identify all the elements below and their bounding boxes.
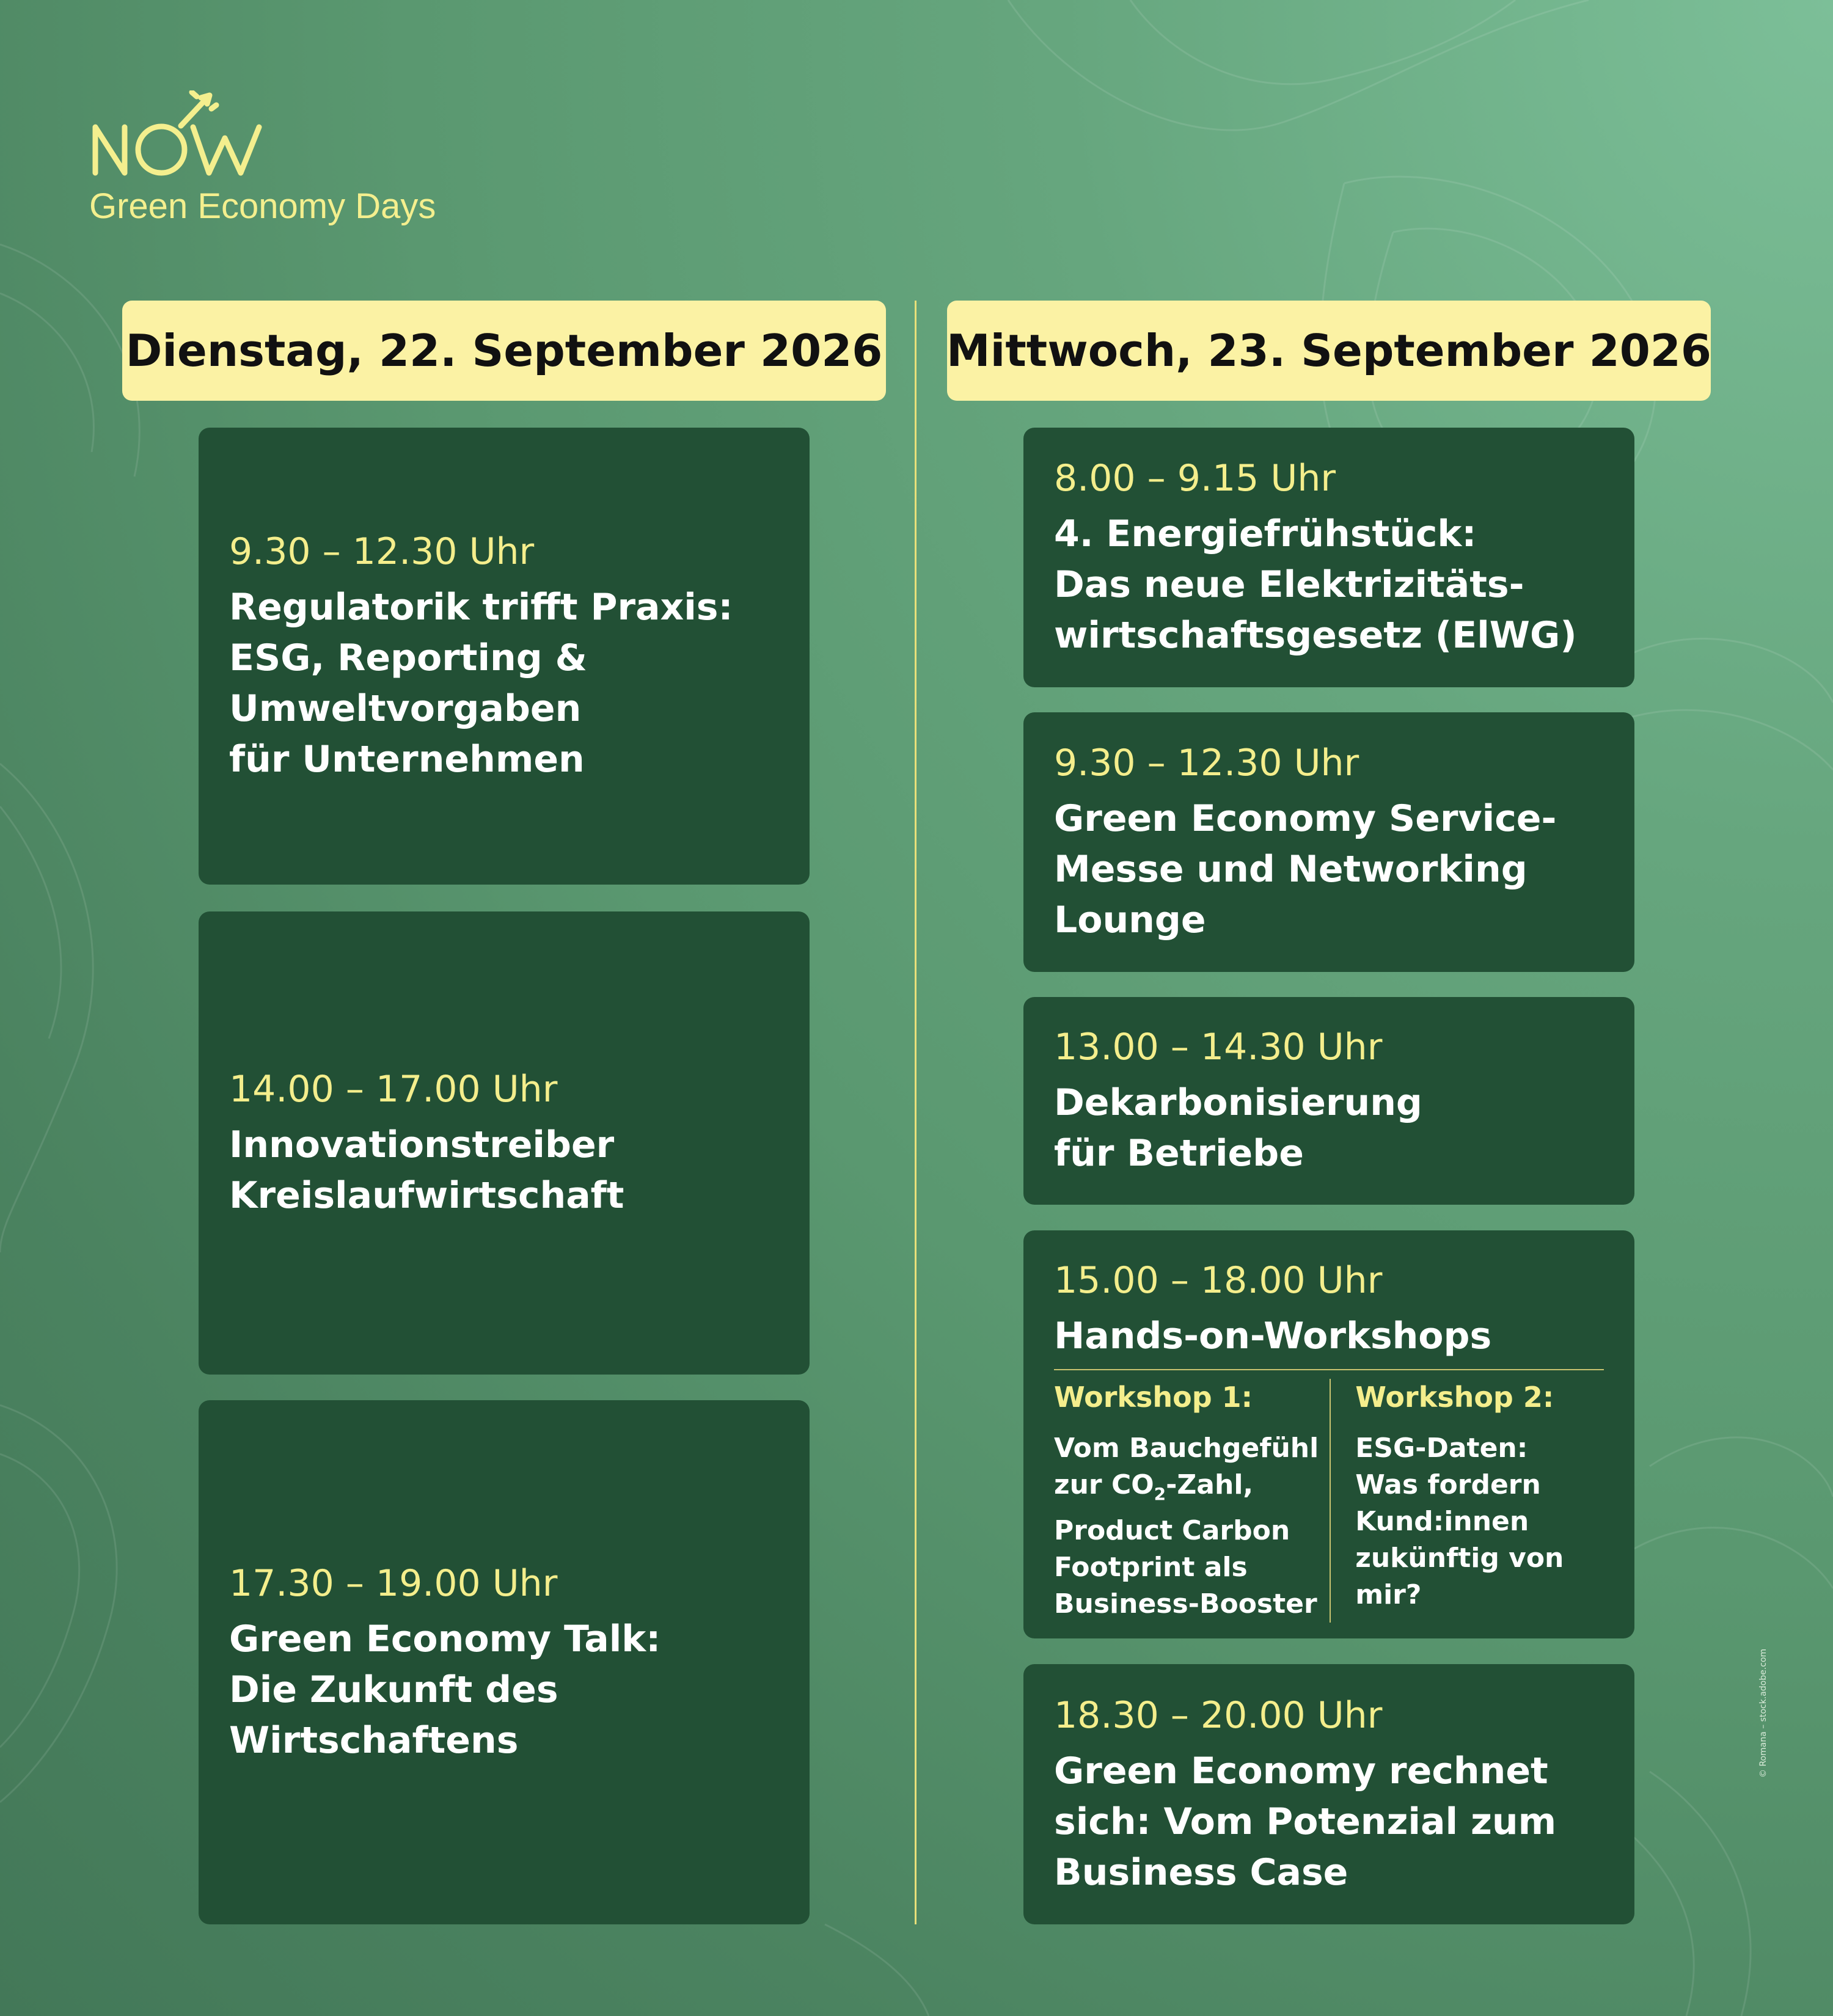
day-header-wednesday: Mittwoch, 23. September 2026: [947, 301, 1711, 401]
workshop-label: Workshop 2:: [1355, 1381, 1554, 1414]
photo-credit: © Romana – stock.adobe.com: [1758, 1648, 1768, 1778]
event-card: [1023, 997, 1634, 1205]
workshop-description: ESG-Daten: Was fordern Kund:innen zukünftig von mir?: [1355, 1433, 1564, 1610]
workshop-columns: [1054, 1369, 1604, 1623]
event-card: [1023, 712, 1634, 972]
event-tagline: Green Economy Days: [89, 186, 436, 226]
workshop-2: [1331, 1379, 1604, 1623]
event-time: 18.30 – 20.00 Uhr: [1054, 1693, 1383, 1737]
event-card: [199, 1400, 810, 1924]
workshop-1: [1054, 1379, 1331, 1623]
event-title: Green Economy Service- Messe und Networking Lounge: [1054, 797, 1557, 941]
event-title: Green Economy Talk: Die Zukunft des Wirtschaftens: [229, 1617, 661, 1762]
column-divider: [915, 301, 916, 1924]
day-header-tuesday: Dienstag, 22. September 2026: [122, 301, 886, 401]
event-title: Hands-on-Workshops: [1054, 1315, 1492, 1357]
workshop-description: Vom Bauchgefühl zur $CO_2$-Zahl, Product Carbon Footprint als Business-Booster: [1054, 1433, 1319, 1620]
event-title: 4. Energiefrühstück: Das neue Elektrizitäts- wirtschaftsgesetz (ElWG): [1054, 513, 1577, 657]
event-card: [1023, 428, 1634, 687]
event-card: [199, 911, 810, 1375]
event-time: 13.00 – 14.30 Uhr: [1054, 1026, 1383, 1068]
now-logo-icon: [89, 90, 273, 182]
event-time: 9.30 – 12.30 Uhr: [229, 530, 535, 573]
event-card-workshops: [1023, 1230, 1634, 1638]
event-title: Regulatorik trifft Praxis: ESG, Reporting & Umweltvorgaben für Unternehmen: [229, 586, 733, 781]
event-card: [199, 428, 810, 885]
brand-logo: [89, 90, 436, 226]
event-title: Dekarbonisierung für Betriebe: [1054, 1081, 1422, 1175]
event-time: 9.30 – 12.30 Uhr: [1054, 742, 1359, 784]
event-time: 14.00 – 17.00 Uhr: [229, 1068, 558, 1111]
event-title: Innovationstreiber Kreislaufwirtschaft: [229, 1123, 624, 1217]
event-title: Green Economy rechnet sich: Vom Potenzial zum Business Case: [1054, 1749, 1557, 1894]
event-time: 8.00 – 9.15 Uhr: [1054, 457, 1336, 500]
workshop-label: Workshop 1:: [1054, 1381, 1253, 1414]
event-card: [1023, 1664, 1634, 1924]
event-time: 15.00 – 18.00 Uhr: [1054, 1259, 1383, 1302]
event-time: 17.30 – 19.00 Uhr: [229, 1561, 558, 1605]
